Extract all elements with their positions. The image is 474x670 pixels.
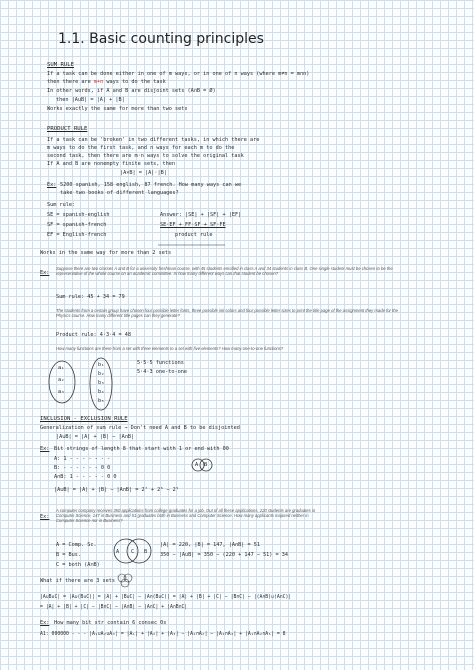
example-line: A1: 000000 - - - |A₁∪A₂∪A₃| = |A₁| + |A₂| + |A₃| − |A₁∩A₂| − |A₂∩A₃| + |A₁∩A₂∩A₃| = 8	[40, 632, 286, 637]
example-label: Ex:	[40, 620, 50, 626]
example-line: A: 1 - - - - - - -	[54, 456, 111, 462]
codomain-element: b₃	[98, 380, 105, 386]
codomain-element: b₂	[98, 371, 105, 377]
sum-rule-heading: SUM RULE	[47, 62, 74, 68]
incl-excl-line: Generalization of sum rule → Don't need A and B to be disjointed	[40, 425, 240, 431]
example-label: Ex:	[40, 514, 50, 520]
example-answer: Answer: |SE| + |SF| + |EF|	[160, 212, 242, 218]
venn-circle-b	[200, 459, 212, 471]
sum-rule-line: In other words, if A and B are disjoint sets (A∩B = Ø)	[47, 88, 216, 94]
product-rule-heading: PRODUCT RULE	[47, 126, 88, 132]
example-line: |A∪B| = |A| + |B| − |A∩B| = 2⁷ + 2⁶ − 2⁵	[54, 487, 179, 493]
example-answer: |A| = 220, |B| = 147, |A∩B| = 51	[160, 542, 260, 548]
codomain-element: b₅	[98, 398, 105, 404]
example-def: C = both (A∩B)	[56, 562, 100, 568]
three-sets-heading: What if there are 3 sets	[40, 578, 115, 584]
example-line: How many bit str contain 6 consec 0s	[54, 620, 167, 626]
venn-label: C	[131, 549, 135, 555]
example-line: take two books of different languages?	[60, 190, 179, 196]
example-answer-note: product rule	[175, 232, 213, 238]
venn-circle-a	[114, 539, 138, 563]
venn-label: A	[195, 462, 199, 468]
example-line: 5200 spanish, 158 english, 87 french. How many ways can we	[60, 182, 242, 188]
venn-label: B	[144, 549, 148, 555]
sum-rule-line: then there are m+n ways to do the task	[47, 79, 166, 85]
example-line: B: - - - - - - 0 0	[54, 465, 111, 471]
sum-rule-line: Works exactly the same for more than two sets	[47, 106, 188, 112]
product-rule-line: second task, then there are m·n ways to solve the original task	[47, 153, 244, 159]
example-answer: 350 − |A∪B| = 350 − (220 + 147 − 51) = 34	[160, 552, 289, 558]
example-def: B = Bus.	[56, 552, 81, 558]
three-sets-line: |A∪B∪C| = |A∪(B∪C)| = |A| + |B∪C| − |A∩(B∪C)| = |A| + |B| + |C| − |B∩C| − |(A∩B)∪(A∩C)|	[40, 595, 292, 600]
sum-rule-highlight: m+n	[93, 79, 104, 85]
mapping-note: 5·4·3 one-to-one	[137, 369, 187, 375]
example-answer: Sum rule: 45 + 34 = 79	[56, 294, 125, 300]
codomain-element: b₄	[98, 389, 105, 395]
sum-rule-line: If a task can be done either in one of m ways, or in one of n ways (where m≠n = m∩n)	[47, 71, 310, 77]
example-answer: SE·EF + FF·SF + SF·FE	[160, 222, 226, 228]
example-sum-rule: Sum rule:	[47, 202, 76, 208]
same-note: Works in the same way for more than 2 sets	[40, 250, 172, 256]
domain-element: a₁	[58, 365, 65, 371]
mapping-note: 5·5·5 functions	[137, 360, 184, 366]
page-title: 1.1. Basic counting principles	[58, 31, 264, 47]
example-def: A = Comp. Sc.	[56, 542, 97, 548]
three-sets-line: = |A| + |B| + |C| − |B∩C| − |A∩B| − |A∩C| + |A∩B∩C|	[40, 605, 188, 610]
product-rule-line: If a task can be 'broken' in two different tasks, in which there are	[47, 137, 260, 143]
example-line: A∩B: 1 - - - - - 0 0	[54, 474, 117, 480]
printed-problem: The students from a certain group have chosen four possible letter fonts, three possible ink colors and four possible letter sizes to print the title page of the assignment they made for the Physics course. How many different title pages can they generate?	[56, 308, 398, 319]
sum-rule-formula: then |A∪B| = |A| + |B|	[56, 97, 125, 103]
example-def: SE = spanish-english	[47, 212, 110, 218]
example-line: Bit strings of length 8 that start with 1 or end with 00	[54, 446, 229, 452]
example-label: Ex:	[47, 182, 57, 188]
printed-problem: A computer company receives 350 applications from college graduates for a job. Out of all these applications, 220 students are graduates in Computer Science, 147 in Business and 51 graduates both in Business and Computer Science. How many applicants majored neither in Computer Science nor in Business?	[56, 508, 316, 524]
domain-element: a₂	[58, 377, 65, 383]
domain-element: a₃	[58, 389, 65, 395]
incl-excl-heading: INCLUSION - EXCLUSION RULE	[40, 416, 128, 422]
product-rule-formula: |A×B| = |A|·|B|	[120, 170, 167, 176]
venn-label: A	[116, 549, 120, 555]
codomain-oval	[90, 358, 112, 410]
product-rule-line: If A and B are nonempty finite sets, then	[47, 161, 176, 167]
printed-problem: Suppose there are two classes A and B for a university freshman course, with 45 students enrolled in class A and 34 students in class B. One single student must be chosen to be the representative of the whole course on an academic committee. In how many different ways can that student be chosen?	[56, 266, 393, 277]
venn-circle-b	[127, 539, 151, 563]
domain-oval	[49, 361, 75, 403]
example-def: EF = English-french	[47, 232, 107, 238]
incl-excl-formula: |A∪B| = |A| + |B| − |A∩B|	[56, 434, 135, 440]
example-label: Ex:	[40, 446, 50, 452]
product-rule-line: m ways to do the first task, and n ways for each m to do the	[47, 145, 235, 151]
venn-label: B	[204, 462, 208, 468]
example-def: SF = spanish-french	[47, 222, 107, 228]
codomain-element: b₁	[98, 362, 105, 368]
printed-problem: How many functions are there from a set with three elements to a set with five elements? How many one-to-one functions?	[56, 346, 284, 351]
example-answer: Product rule: 4·3·4 = 48	[56, 332, 131, 338]
example-label: Ex:	[40, 270, 50, 276]
